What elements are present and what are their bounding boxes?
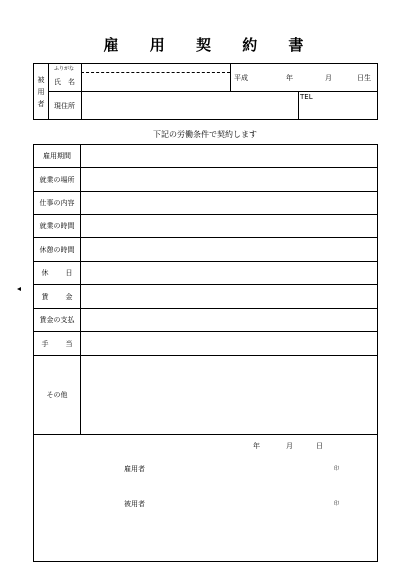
employee-vertical-label xyxy=(34,64,48,119)
birthday-label: 日生 xyxy=(357,74,371,82)
birth-month-label: 月 xyxy=(325,74,332,82)
sign-month-label: 月 xyxy=(286,442,293,450)
row-label: 休 日 xyxy=(34,262,81,284)
contract-note: 下記の労働条件で契約します xyxy=(153,130,257,139)
employee-info-table xyxy=(33,63,378,120)
left-arrow-icon xyxy=(17,287,21,291)
seal-mark: 印 xyxy=(334,466,340,472)
document-title: 雇 用 契 約 書 xyxy=(103,36,317,54)
birth-year-label: 年 xyxy=(286,74,293,82)
divider xyxy=(230,64,231,91)
table-row xyxy=(34,215,377,238)
table-row xyxy=(34,309,377,332)
row-label: 休憩の時間 xyxy=(34,238,81,261)
table-row xyxy=(34,356,377,435)
table-row xyxy=(34,192,377,215)
employee-label-char: 用 xyxy=(37,87,45,96)
row-label: 就業の場所 xyxy=(34,168,81,191)
employee-label-char: 者 xyxy=(37,99,45,108)
divider xyxy=(48,91,377,92)
address-field[interactable] xyxy=(82,93,297,119)
sign-day-label: 日 xyxy=(316,442,323,450)
row-label: 仕事の内容 xyxy=(34,192,81,214)
table-row xyxy=(34,285,377,309)
row-label: 就業の時間 xyxy=(34,215,81,237)
furigana-label: ふりがな xyxy=(54,66,75,72)
name-field[interactable] xyxy=(82,73,229,90)
employee-label-char: 被 xyxy=(37,75,45,84)
conditions-table xyxy=(33,144,378,562)
row-label: 雇用期間 xyxy=(34,145,81,167)
table-row xyxy=(34,332,377,356)
employer-label: 雇用者 xyxy=(124,465,145,473)
row-label: 賃金の支払 xyxy=(34,309,81,331)
table-row xyxy=(34,238,377,262)
tel-label: TEL xyxy=(300,93,313,101)
era-label: 平成 xyxy=(234,74,248,82)
employee-sign-label: 被用者 xyxy=(124,500,145,508)
row-label: 手 当 xyxy=(34,332,81,355)
seal-mark: 印 xyxy=(334,501,340,507)
sign-year-label: 年 xyxy=(253,442,260,450)
table-row xyxy=(34,145,377,168)
address-label: 現住所 xyxy=(54,102,75,110)
table-row xyxy=(34,168,377,192)
name-label: 氏 名 xyxy=(54,78,75,86)
table-row xyxy=(34,262,377,285)
row-label: その他 xyxy=(34,356,81,434)
row-label: 賃 金 xyxy=(34,285,81,308)
